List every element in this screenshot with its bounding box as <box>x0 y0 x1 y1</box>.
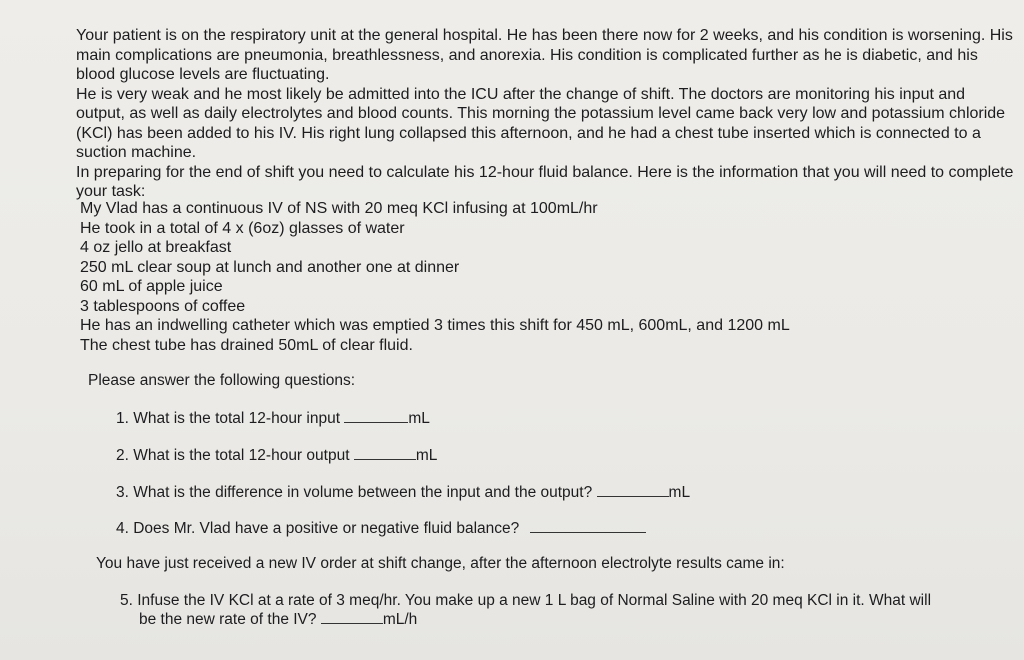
question-3-text: 3. What is the difference in volume between the input and the output? <box>116 484 593 501</box>
question-4-answer-blank[interactable] <box>530 519 646 533</box>
scenario-paragraph-1: Your patient is on the respiratory unit at the general hospital. He has been there now for 2 weeks, and his condition is worsening. His main complications are pneumonia, breathlessness, and anorexia. His condition is complicated further as he is diabetic, and his blood glucose levels are fluctuating. <box>76 27 1013 83</box>
question-3-answer-blank[interactable] <box>597 483 669 497</box>
scenario-paragraph-2: He is very weak and he most likely be admitted into the ICU after the change of shift. The doctors are monitoring his input and output, as well as daily electrolytes and blood counts. This morning the potassium level came back very low and potassium chloride (KCl) has been added to his IV. His right lung collapsed this afternoon, and he had a chest tube inserted which is connected to a suction machine. <box>76 85 1006 161</box>
question-1-text: 1. What is the total 12-hour input <box>116 410 341 427</box>
info-list <box>80 199 790 355</box>
question-2-text: 2. What is the total 12-hour output <box>116 447 350 464</box>
scenario-text <box>76 26 1016 202</box>
question-5 <box>120 592 931 629</box>
question-2-answer-blank[interactable] <box>354 446 416 460</box>
question-5-unit: mL/h <box>382 611 418 628</box>
scenario-paragraph-3: In preparing for the end of shift you need to calculate his 12-hour fluid balance. Here is the information that you will need to complete your task: <box>76 163 1014 200</box>
info-item: He has an indwelling catheter which was emptied 3 times this shift for 450 mL, 600mL, and 1200 mL <box>80 317 790 334</box>
question-4 <box>116 519 646 538</box>
question-2 <box>116 446 437 465</box>
info-item: 3 tablespoons of coffee <box>80 297 246 315</box>
info-item: The chest tube has drained 50mL of clear fluid. <box>80 336 413 354</box>
question-1-unit: mL <box>408 410 430 427</box>
question-2-unit: mL <box>415 447 438 464</box>
info-item: My Vlad has a continuous IV of NS with 20 meq KCl infusing at 100mL/hr <box>80 200 598 217</box>
questions-prompt: Please answer the following questions: <box>88 372 356 389</box>
new-order-intro: You have just received a new IV order at shift change, after the afternoon electrolyte results came in: <box>96 555 785 572</box>
question-5-answer-blank[interactable] <box>321 610 383 624</box>
question-1 <box>116 409 430 428</box>
info-item: He took in a total of 4 x (6oz) glasses of water <box>80 219 405 237</box>
question-1-answer-blank[interactable] <box>344 409 408 423</box>
question-3-unit: mL <box>668 484 691 501</box>
info-item: 250 mL clear soup at lunch and another one at dinner <box>80 258 460 276</box>
question-5-line-2-wrap <box>120 610 931 629</box>
question-5-line-1: 5. Infuse the IV KCl at a rate of 3 meq/hr. You make up a new 1 L bag of Normal Saline with 20 meq KCl in it. What will <box>120 592 932 609</box>
info-item: 60 mL of apple juice <box>80 278 223 295</box>
question-4-text: 4. Does Mr. Vlad have a positive or negative fluid balance? <box>116 520 520 537</box>
question-3 <box>116 483 690 502</box>
info-item: 4 oz jello at breakfast <box>80 239 232 256</box>
question-5-line-2: be the new rate of the IV? <box>139 611 317 628</box>
